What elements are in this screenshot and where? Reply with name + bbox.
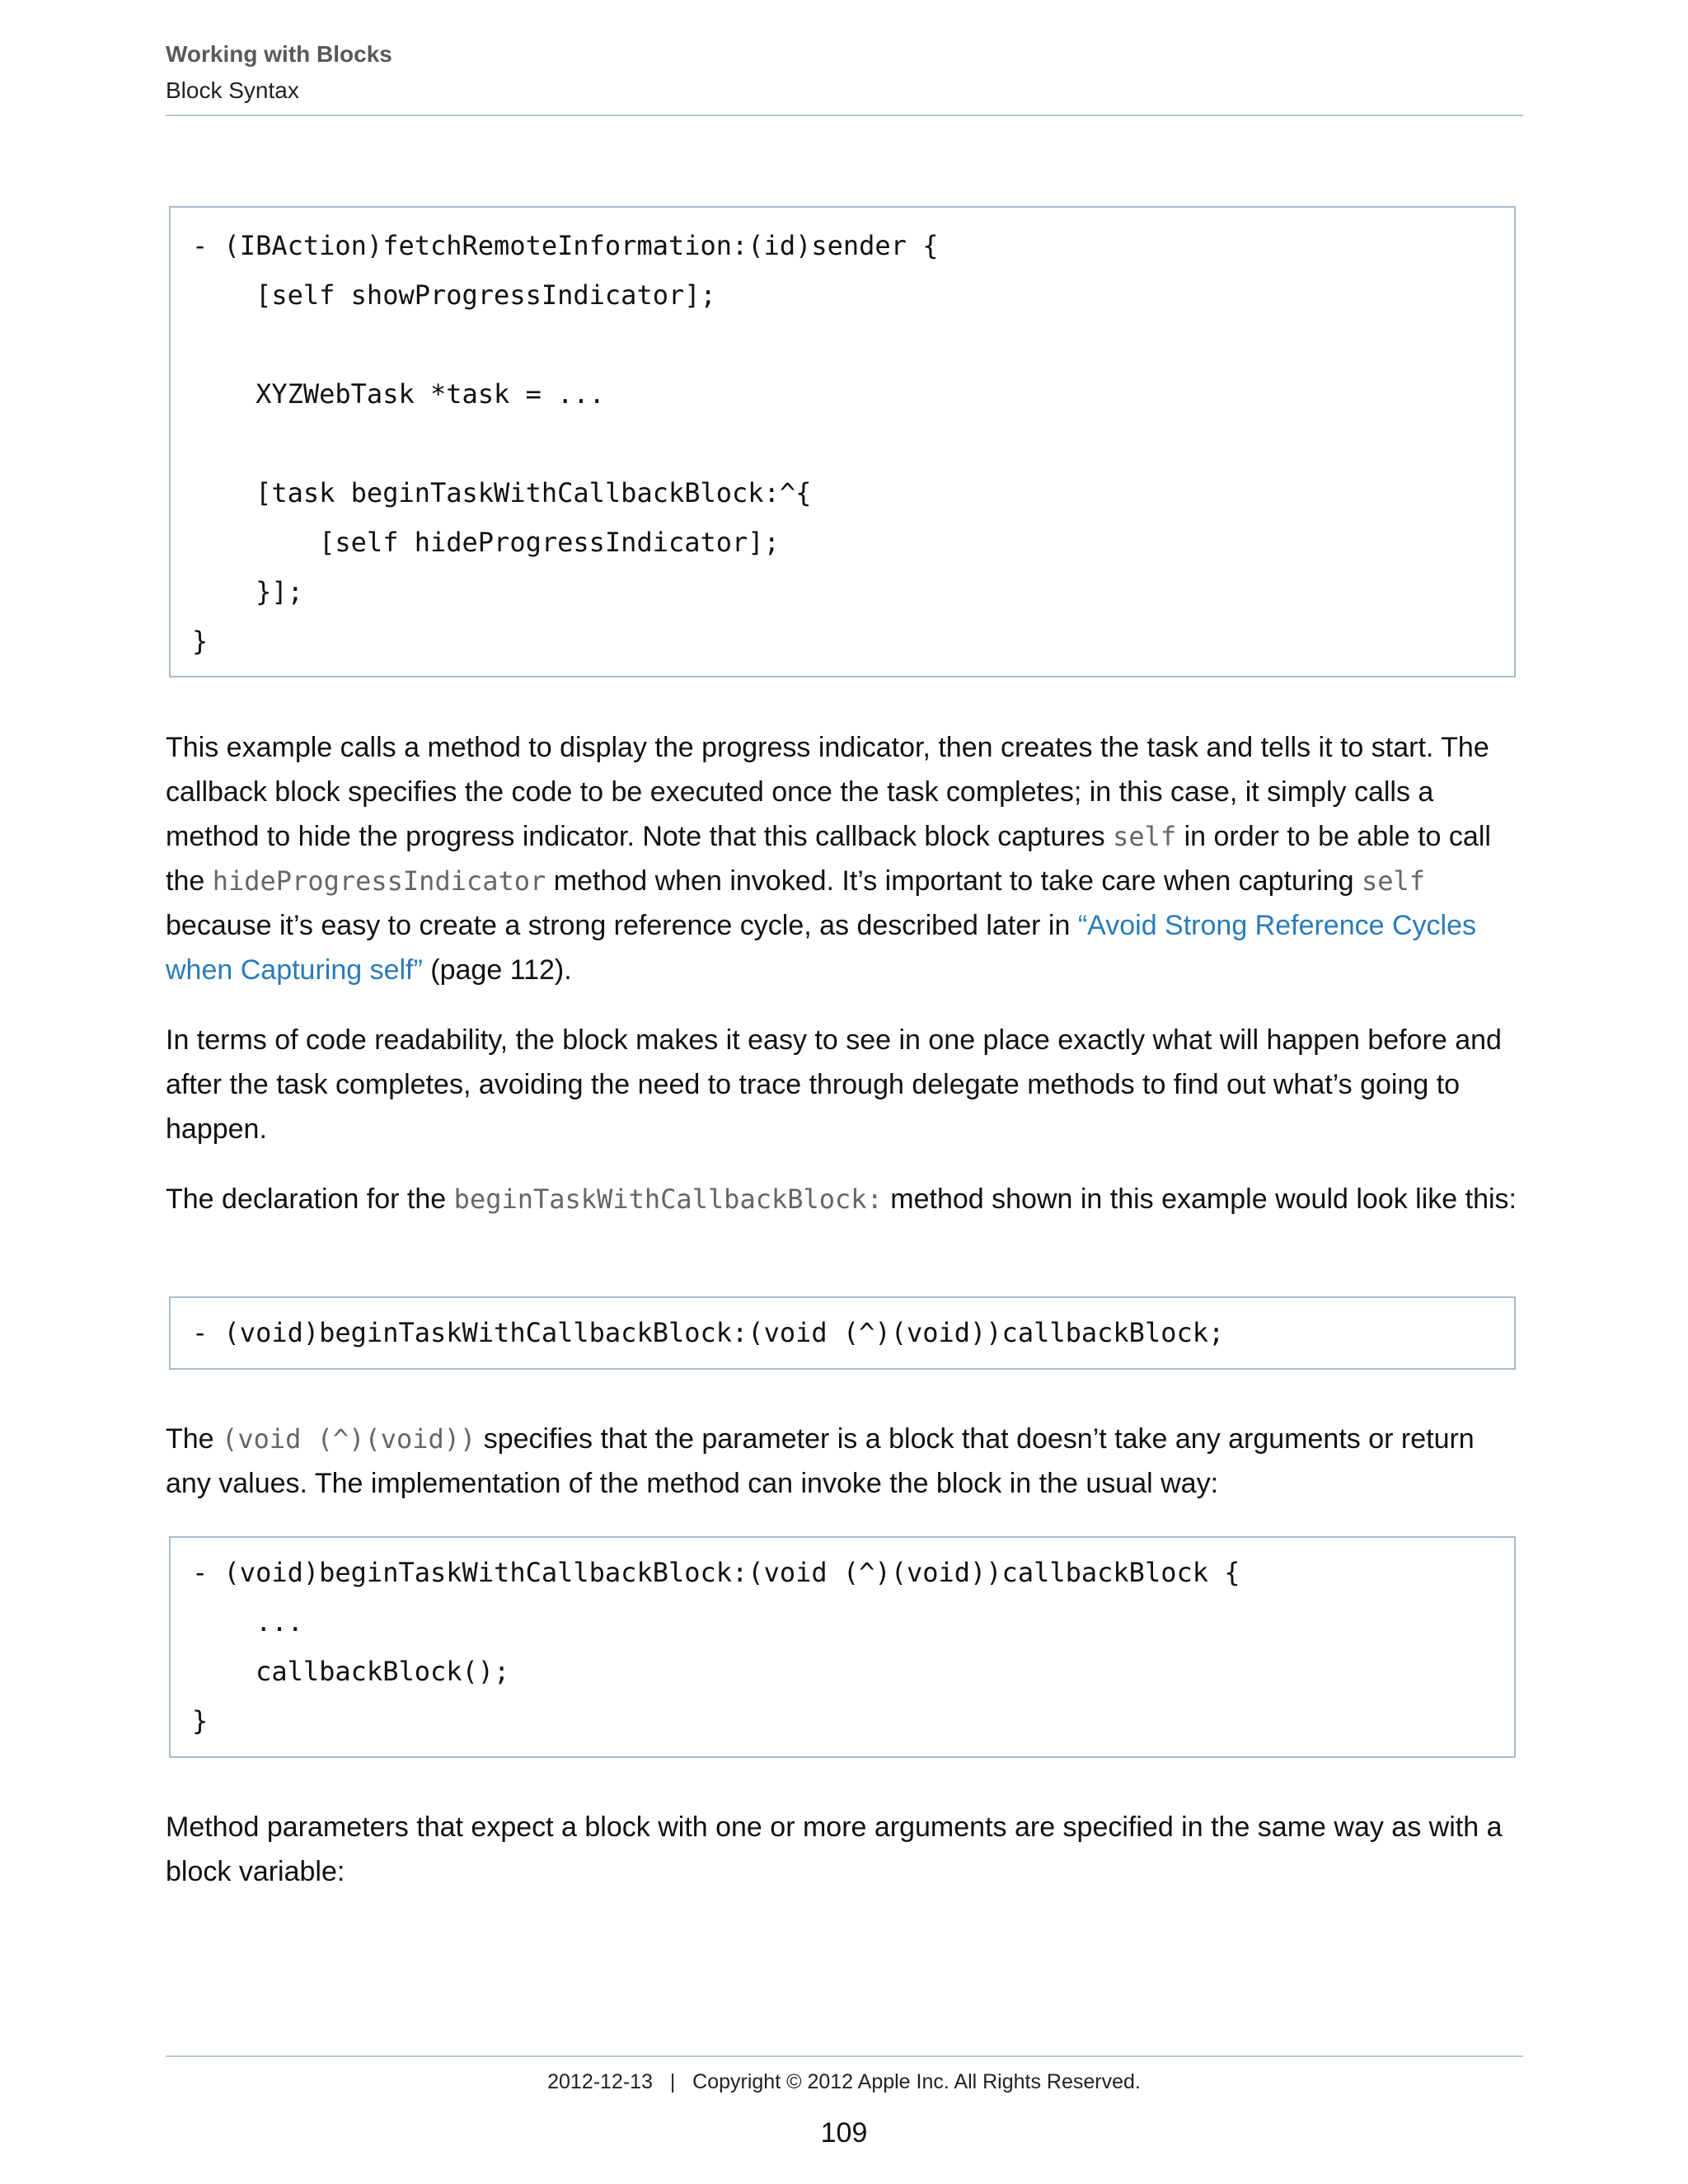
paragraph-text: This example calls a method to display the progress indicator, then creates the task and tells it to start. The callback block specifies the code to be executed once the task completes; in this case, it simply calls a method to hide the progress indicator. Note that this callback block captures <box>166 732 1489 852</box>
paragraph-callback-explanation <box>166 725 1523 992</box>
inline-code-begin-task-method: beginTaskWithCallbackBlock: <box>453 1183 883 1215</box>
paragraph-block-arguments: Method parameters that expect a block with one or more arguments are specified in the same way as with a block variable: <box>166 1811 1503 1887</box>
code-line: ... <box>192 1606 303 1638</box>
code-block-method-implementation <box>169 1536 1516 1758</box>
paragraph-block-parameter <box>166 1417 1523 1506</box>
code-line: - (void)beginTaskWithCallbackBlock:(void (^)(void))callbackBlock; <box>192 1317 1225 1348</box>
cross-reference-link[interactable]: “Avoid Strong Reference Cycles when Capturing self” <box>166 910 1476 986</box>
paragraph-text: The <box>166 1423 223 1455</box>
paragraph-text: (page 112). <box>422 954 572 986</box>
code-line: } <box>192 1705 209 1736</box>
paragraph-text: method shown in this example would look like this: <box>882 1183 1517 1215</box>
header-divider <box>166 115 1523 116</box>
copyright-footer: 2012-12-13 | Copyright © 2012 Apple Inc. All Rights Reserved. <box>547 2070 1141 2093</box>
paragraph-text: in order to be able to call the <box>166 821 1491 897</box>
code-line: callbackBlock(); <box>192 1656 510 1687</box>
paragraph-declaration-intro <box>166 1177 1523 1221</box>
paragraph-text: The declaration for the <box>166 1183 454 1215</box>
chapter-title: Working with Blocks <box>166 41 392 67</box>
running-header <box>166 36 1523 109</box>
paragraph-text: method when invoked. It’s important to take care when capturing <box>546 865 1362 897</box>
inline-code-self: self <box>1362 865 1426 897</box>
code-block-fetch-remote-information <box>169 206 1516 677</box>
footer-divider <box>166 2055 1523 2057</box>
code-line: } <box>192 626 209 657</box>
section-title: Block Syntax <box>166 77 299 103</box>
code-line <box>192 419 1493 468</box>
page-number: 109 <box>820 2117 868 2149</box>
code-line: - (void)beginTaskWithCallbackBlock:(void (^)(void))callbackBlock { <box>192 1557 1240 1588</box>
paragraph-code-readability: In terms of code readability, the block makes it easy to see in one place exactly what will happen before and after the task completes, avoiding the need to trace through delegate methods to find out what’s going to happen. <box>166 1024 1502 1145</box>
paragraph-text: because it’s easy to create a strong reference cycle, as described later in <box>166 910 1078 941</box>
code-line: [task beginTaskWithCallbackBlock:^{ <box>192 477 812 509</box>
code-line <box>192 320 1493 369</box>
code-line: [self showProgressIndicator]; <box>192 279 716 311</box>
paragraph-text: specifies that the parameter is a block that doesn’t take any arguments or return any values. The implementation of the method can invoke the block in the usual way: <box>166 1423 1475 1499</box>
inline-code-self: self <box>1113 821 1177 852</box>
code-line: }]; <box>192 576 303 607</box>
code-line: XYZWebTask *task = ... <box>192 378 605 410</box>
inline-code-block-type: (void (^)(void)) <box>222 1423 476 1455</box>
code-block-method-declaration <box>169 1296 1516 1370</box>
code-line: [self hideProgressIndicator]; <box>192 527 780 558</box>
code-line: - (IBAction)fetchRemoteInformation:(id)sender { <box>192 230 939 261</box>
inline-code-hide-progress-indicator: hideProgressIndicator <box>212 865 546 897</box>
